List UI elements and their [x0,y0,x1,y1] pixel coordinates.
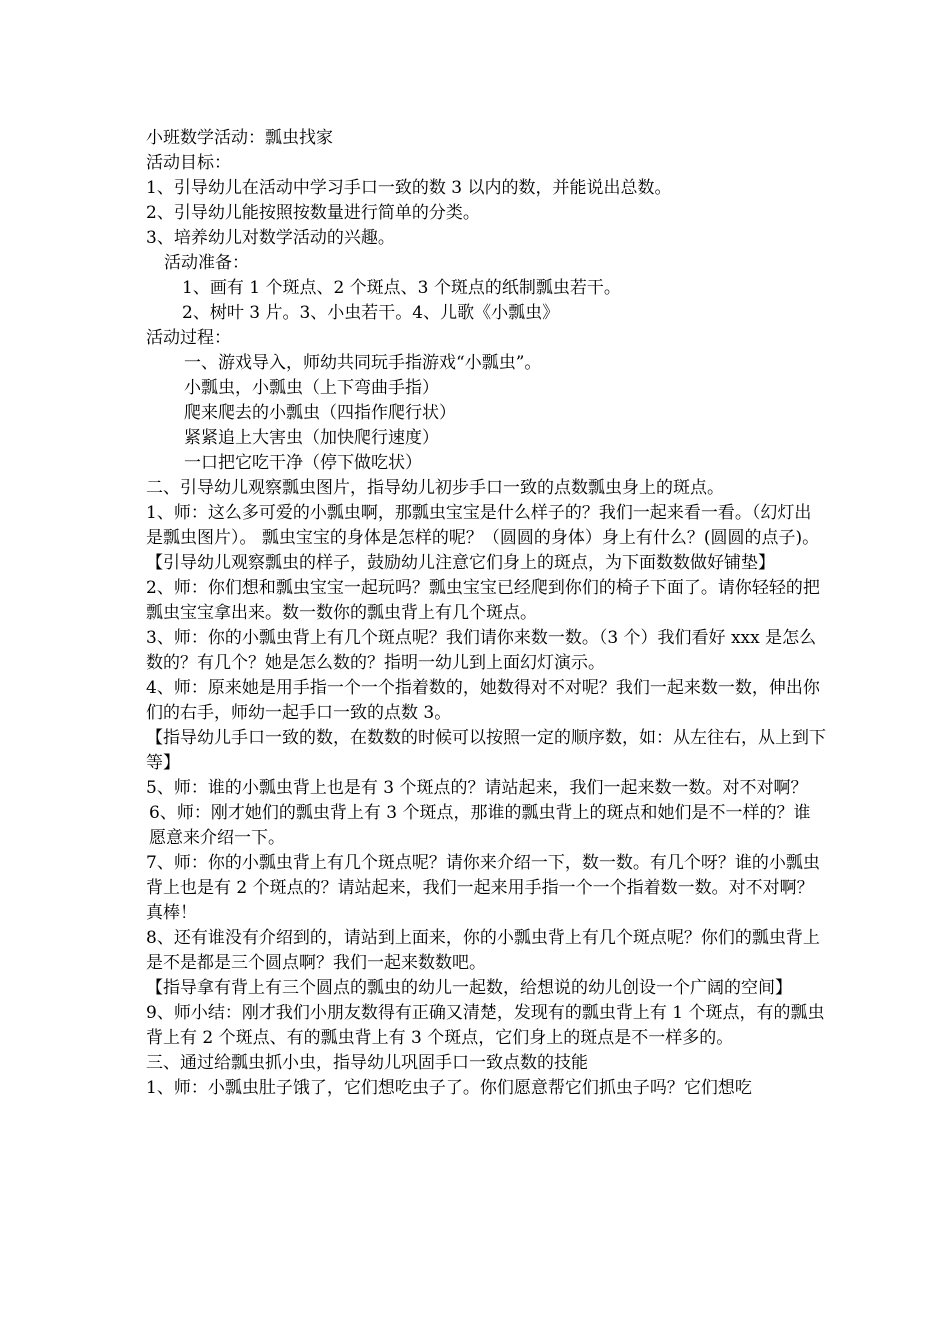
step-paragraph: 4、师：原来她是用手指一个一个指着数的，她数得对不对呢？我们一起来数一数，伸出你们的右手，师幼一起手口一致的点数 3。 [146,678,820,723]
document-title: 小班数学活动：瓢虫找家 [146,128,333,148]
step-paragraph: 1、师：这么多可爱的小瓢虫啊，那瓢虫宝宝是什么样子的？我们一起来看一看。（幻灯出是瓢虫图片）。 瓢虫宝宝的身体是怎样的呢？（圆圆的身体）身上有什么？(圆圆的点子)。 [146,503,820,548]
rhyme-line: 紧紧追上大害虫（加快爬行速度） [184,428,439,448]
step-paragraph: 5、师：谁的小瓢虫背上也是有 3 个斑点的？请站起来，我们一起来数一数。对不对啊？ [146,778,808,798]
step-paragraph: 3、师：你的小瓢虫背上有几个斑点呢？我们请你来数一数。（3 个）我们看好 xxx 是怎么数的？有几个？她是怎么数的？指明一幼儿到上面幻灯演示。 [146,628,817,673]
rhyme-line: 爬来爬去的小瓢虫（四指作爬行状） [184,403,456,423]
step-paragraph: 1、师：小瓢虫肚子饿了，它们想吃虫子了。你们愿意帮它们抓虫子吗？它们想吃 [146,1078,752,1098]
goal-item: 2、引导幼儿能按照按数量进行简单的分类。 [146,203,480,223]
rhyme-line: 一口把它吃干净（停下做吃状） [184,453,422,473]
step-paragraph: 7、师：你的小瓢虫背上有几个斑点呢？请你来介绍一下，数一数。有几个呀？谁的小瓢虫背上也是有 2 个斑点的？请站起来，我们一起来用手指一个一个指着数一数。对不对啊？真棒！ [146,853,820,923]
document-page [146,126,826,1101]
prep-heading: 活动准备： [164,253,249,273]
teaching-note: 【引导幼儿观察瓢虫的样子，鼓励幼儿注意它们身上的斑点，为下面数数做好铺垫】 [146,553,775,573]
part1-heading: 一、游戏导入，师幼共同玩手指游戏“小瓢虫”。 [184,353,542,373]
prep-item: 1、画有 1 个斑点、2 个斑点、3 个斑点的纸制瓢虫若干。 [182,278,621,298]
goal-item: 1、引导幼儿在活动中学习手口一致的数 3 以内的数，并能说出总数。 [146,178,672,198]
part2-heading: 二、引导幼儿观察瓢虫图片，指导幼儿初步手口一致的点数瓢虫身上的斑点。 [146,478,724,498]
goal-item: 3、培养幼儿对数学活动的兴趣。 [146,228,395,248]
prep-item: 2、树叶 3 片。3、小虫若干。4、儿歌《小瓢虫》 [182,303,560,323]
goals-heading: 活动目标： [146,153,231,173]
process-heading: 活动过程： [146,328,231,348]
part3-heading: 三、通过给瓢虫抓小虫，指导幼儿巩固手口一致点数的技能 [146,1053,588,1073]
teaching-note: 【指导幼儿手口一致的数，在数数的时候可以按照一定的顺序数，如：从左往右，从上到下等】 [146,728,826,773]
step-paragraph: 2、师：你们想和瓢虫宝宝一起玩吗？瓢虫宝宝已经爬到你们的椅子下面了。请你轻轻的把瓢虫宝宝拿出来。数一数你的瓢虫背上有几个斑点。 [146,578,820,623]
step-paragraph: 8、还有谁没有介绍到的，请站到上面来，你的小瓢虫背上有几个斑点呢？你们的瓢虫背上是不是都是三个圆点啊？我们一起来数数吧。 [146,928,820,973]
step-paragraph: 6、师：刚才她们的瓢虫背上有 3 个斑点，那谁的瓢虫背上的斑点和她们是不一样的？谁愿意来介绍一下。 [149,803,811,848]
teaching-note: 【指导拿有背上有三个圆点的瓢虫的幼儿一起数，给想说的幼儿创设一个广阔的空间】 [146,978,792,998]
rhyme-line: 小瓢虫，小瓢虫（上下弯曲手指） [184,378,439,398]
summary-paragraph: 9、师小结：刚才我们小朋友数得有正确又清楚，发现有的瓢虫背上有 1 个斑点，有的瓢虫背上有 2 个斑点、有的瓢虫背上有 3 个斑点，它们身上的斑点是不一样多的。 [146,1003,825,1048]
